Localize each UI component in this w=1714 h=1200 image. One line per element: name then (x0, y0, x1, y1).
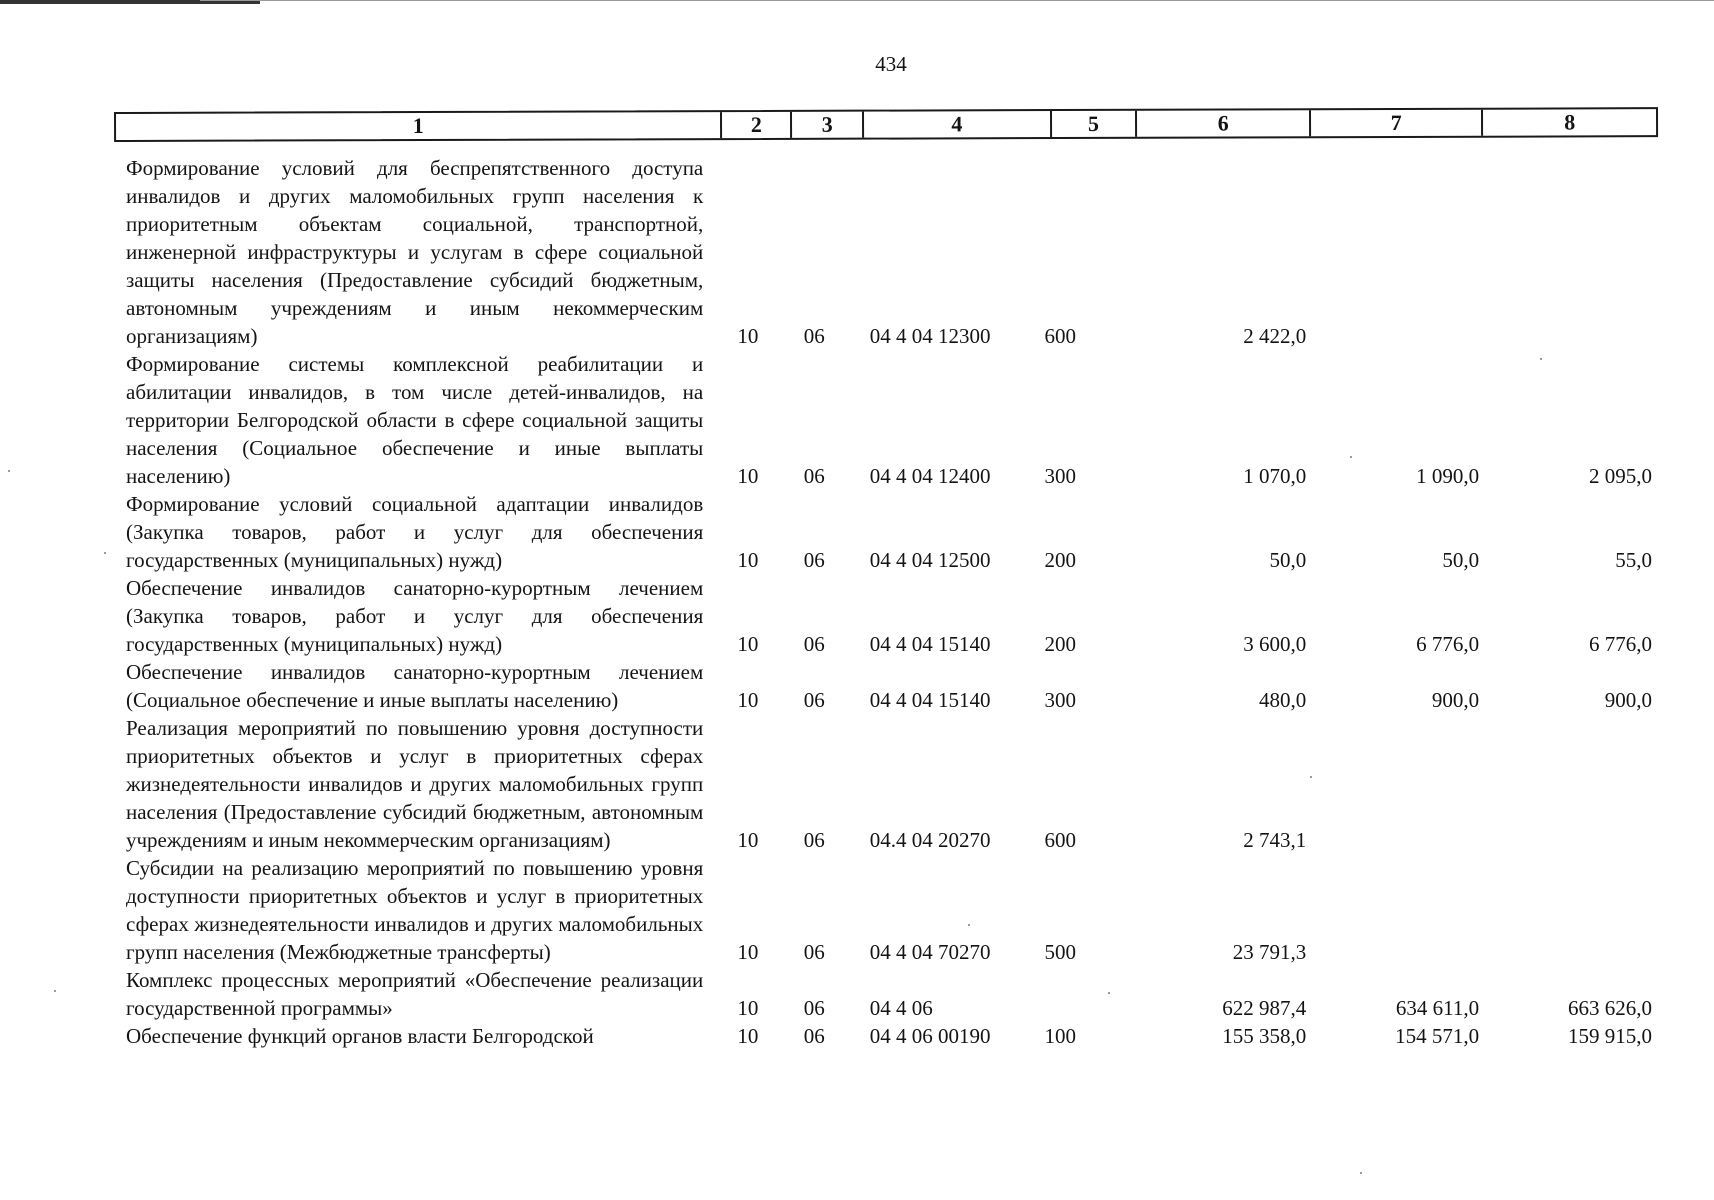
scan-speck (54, 990, 56, 992)
header-col-3: 3 (792, 112, 864, 138)
row-amount-col8: 55,0 (1615, 548, 1652, 572)
scan-speck (1350, 456, 1352, 458)
scan-edge-line (200, 0, 1714, 1)
row-amount-col8: 900,0 (1604, 688, 1652, 712)
header-col-1: 1 (116, 112, 723, 140)
row-section: 10 (737, 940, 759, 964)
row-section: 10 (737, 324, 759, 348)
row-expense-type: 200 (1044, 632, 1076, 656)
row-subsection: 06 (803, 688, 825, 712)
row-target-code: 04.4 04 20270 (869, 828, 991, 852)
row-description: Субсидии на реализацию мероприятий по повышению уровня доступности приоритетных объектов и услуг в приоритетных сферах жизнедеятельности инвалидов и других маломобильных групп населения (Межбюджетные трансферты) (126, 856, 704, 964)
row-amount-col6: 1 070,0 (1243, 464, 1307, 488)
row-target-code: 04 4 04 12300 (869, 324, 991, 348)
row-amount-col6: 2 743,1 (1243, 828, 1307, 852)
row-subsection: 06 (803, 828, 825, 852)
scan-speck (968, 924, 970, 926)
row-amount-col7: 900,0 (1431, 688, 1480, 712)
row-description: Формирование системы комплексной реабилитации и абилитации инвалидов, в том числе детей-инвалидов, на территории Белгородской области в сфере социальной защиты населения (Социальное обеспечение и иные выплаты населению) (126, 352, 704, 488)
table-row (126, 658, 1666, 714)
row-amount-col7: 1 090,0 (1416, 464, 1480, 488)
header-col-2: 2 (722, 112, 792, 138)
row-amount-col8: 2 095,0 (1589, 464, 1652, 488)
row-description: Формирование условий для беспрепятственного доступа инвалидов и других маломобильных групп населения к приоритетным объектам социальной, транспортной, инженерной инфраструктуры и услугам в сфере социальной защиты населения (Предоставление субсидий бюджетным, автономным учреждениям и иным некоммерческим организациям) (126, 156, 704, 348)
row-section: 10 (737, 1024, 759, 1048)
row-section: 10 (737, 548, 759, 572)
row-section: 10 (737, 996, 759, 1020)
row-description: Обеспечение инвалидов санаторно-курортным лечением (Социальное обеспечение и иные выплаты населению) (126, 660, 704, 712)
row-amount-col7: 50,0 (1442, 548, 1480, 572)
row-amount-col6: 155 358,0 (1222, 1024, 1307, 1048)
table-row (126, 1022, 1666, 1050)
scan-speck (1540, 358, 1542, 360)
row-subsection: 06 (803, 548, 825, 572)
row-amount-col6: 3 600,0 (1243, 632, 1307, 656)
row-target-code: 04 4 04 70270 (869, 940, 991, 964)
header-col-4: 4 (864, 111, 1052, 138)
row-amount-col6: 23 791,3 (1232, 940, 1307, 964)
row-amount-col6: 2 422,0 (1243, 324, 1307, 348)
table-body (126, 154, 1666, 1050)
row-subsection: 06 (803, 464, 825, 488)
scan-speck (1360, 1172, 1362, 1174)
row-amount-col6: 50,0 (1269, 548, 1307, 572)
row-expense-type: 300 (1044, 464, 1076, 488)
row-section: 10 (737, 688, 759, 712)
row-expense-type: 300 (1044, 688, 1076, 712)
row-amount-col6: 480,0 (1258, 688, 1307, 712)
row-amount-col8: 159 915,0 (1568, 1024, 1652, 1048)
row-amount-col7: 634 611,0 (1395, 996, 1480, 1020)
row-section: 10 (737, 632, 759, 656)
row-description: Комплекс процессных мероприятий «Обеспечение реализации государственной программы» (126, 968, 704, 1020)
row-expense-type: 600 (1044, 828, 1076, 852)
table-row (126, 490, 1666, 574)
row-amount-col7: 6 776,0 (1416, 632, 1480, 656)
table-row (126, 154, 1666, 350)
row-amount-col6: 622 987,4 (1222, 996, 1307, 1020)
row-target-code: 04 4 06 00190 (869, 1024, 991, 1048)
row-expense-type: 100 (1044, 1024, 1076, 1048)
table-row (126, 714, 1666, 854)
row-target-code: 04 4 04 15140 (869, 688, 991, 712)
header-col-6: 6 (1137, 110, 1311, 137)
scan-speck (1108, 992, 1110, 994)
row-description: Формирование условий социальной адаптации инвалидов (Закупка товаров, работ и услуг для обеспечения государственных (муниципальных) нужд) (126, 492, 704, 572)
row-description: Реализация мероприятий по повышению уровня доступности приоритетных объектов и услуг в приоритетных сферах жизнедеятельности инвалидов и других маломобильных групп населения (Предоставление субсидий бюджетным, автономным учреждениям и иным некоммерческим организациям) (126, 716, 704, 852)
row-expense-type: 500 (1044, 940, 1076, 964)
row-description: Обеспечение функций органов власти Белгородской (126, 1024, 594, 1048)
page-number: 434 (875, 52, 907, 76)
row-amount-col7: 154 571,0 (1395, 1024, 1480, 1048)
row-subsection: 06 (803, 940, 825, 964)
row-section: 10 (737, 828, 759, 852)
row-target-code: 04 4 04 15140 (869, 632, 991, 656)
row-section: 10 (737, 464, 759, 488)
table-row (126, 854, 1666, 966)
header-col-8: 8 (1564, 109, 1576, 135)
row-amount-col8: 663 626,0 (1568, 996, 1652, 1020)
header-col-7: 7 (1311, 110, 1484, 137)
row-description: Обеспечение инвалидов санаторно-курортным лечением (Закупка товаров, работ и услуг для обеспечения государственных (муниципальных) нужд) (126, 576, 704, 656)
row-target-code: 04 4 04 12500 (869, 548, 991, 572)
row-expense-type: 600 (1044, 324, 1076, 348)
row-subsection: 06 (803, 996, 825, 1020)
header-col-5: 5 (1052, 111, 1138, 137)
scan-speck (8, 470, 10, 472)
scan-speck (104, 552, 106, 554)
table-header (114, 107, 1658, 142)
row-subsection: 06 (803, 1024, 825, 1048)
table-row (126, 574, 1666, 658)
row-target-code: 04 4 04 12400 (869, 464, 991, 488)
row-subsection: 06 (803, 324, 825, 348)
row-amount-col8: 6 776,0 (1589, 632, 1652, 656)
row-subsection: 06 (803, 632, 825, 656)
scan-speck (1310, 776, 1312, 778)
table-row (126, 966, 1666, 1022)
row-target-code: 04 4 06 (869, 996, 933, 1020)
row-expense-type: 200 (1044, 548, 1076, 572)
table-row (126, 350, 1666, 490)
